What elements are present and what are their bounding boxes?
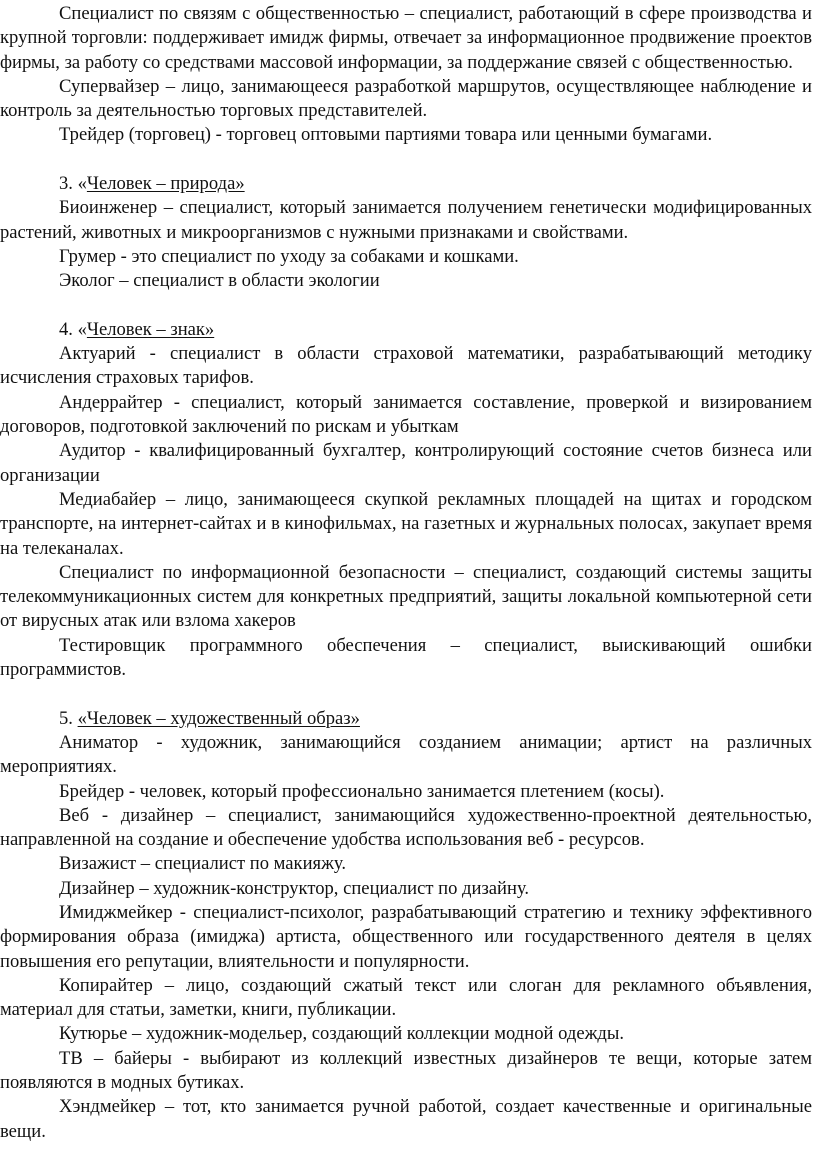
definition-image-maker: Имиджмейкер - специалист-психолог, разрабатывающий стратегию и технику эффективного формирования образа (имиджа) артиста, общественного или государственного деятеля в целях повышения его репутации, влиятельности и популярности.	[0, 901, 812, 972]
section-number: 3. «	[59, 173, 87, 195]
definition-supervisor: Супервайзер – лицо, занимающееся разработкой маршрутов, осуществляющее наблюдение и контроль за деятельностью торговых представителей.	[0, 75, 812, 122]
section-title: Человек – знак»	[86, 318, 215, 340]
definition-animator: Аниматор - художник, занимающийся созданием анимации; артист на различных мероприятиях.	[0, 731, 812, 778]
definition-trader: Трейдер (торговец) - торговец оптовыми партиями товара или ценными бумагами.	[59, 124, 713, 146]
definition-groomer: Грумер - это специалист по уходу за собаками и кошками.	[59, 245, 519, 267]
definition-tv-buyers: ТВ – байеры - выбирают из коллекций известных дизайнеров те вещи, которые затем появляются в модных бутиках.	[0, 1047, 812, 1094]
section-number: 4. «	[59, 318, 87, 340]
definition-media-buyer: Медиабайер – лицо, занимающееся скупкой рекламных площадей на щитах и городском транспорте, на интернет-сайтах и в кинофильмах, на газетных и журнальных полосах, закупает время на телеканалах.	[0, 488, 812, 559]
definition-actuary: Актуарий - специалист в области страховой математики, разрабатывающий методику исчисления страховых тарифов.	[0, 343, 812, 389]
definition-handmaker: Хэндмейкер – тот, кто занимается ручной работой, создает качественные и оригинальные вещи.	[0, 1096, 812, 1142]
definition-bioengineer: Биоинженер – специалист, который занимается получением генетически модифицированных растений, животных и микроорганизмов с нужными признаками и свойствами.	[0, 197, 812, 243]
definition-ecologist: Эколог – специалист в области экологии	[59, 270, 380, 292]
definition-underwriter: Андеррайтер - специалист, который занимается составление, проверкой и визированием договоров, подготовкой заключений по рискам и убыткам	[0, 391, 812, 438]
definition-pr-specialist: Специалист по связям с общественностью – специалист, работающий в сфере производства и крупной торговли: поддерживает имидж фирмы, отвечает за информационное продвижение проектов фирмы, за работу со средствами массовой информации, за поддержание связей с общественностью.	[0, 3, 812, 73]
definition-couturier: Кутюрье – художник-модельер, создающий коллекции модной одежды.	[59, 1023, 625, 1045]
section-heading-art	[0, 707, 812, 731]
definition-designer: Дизайнер – художник-конструктор, специалист по дизайну.	[59, 877, 530, 899]
definition-copywriter: Копирайтер – лицо, создающий сжатый текст или слоган для рекламного объявления, материал для статьи, заметки, книги, публикации.	[0, 974, 812, 1021]
definition-infosec-specialist: Специалист по информационной безопасности – специалист, создающий системы защиты телекоммуникационных систем для конкретных предприятий, защиты локальной компьютерной сети от вирусных атак или взлома хакеров	[0, 561, 812, 632]
section-number: 5.	[59, 707, 78, 729]
definition-makeup-artist: Визажист – специалист по макияжу.	[59, 853, 347, 875]
section-heading-sign	[0, 318, 812, 342]
definition-auditor: Аудитор - квалифицированный бухгалтер, контролирующий состояние счетов бизнеса или организации	[0, 440, 812, 486]
definition-braider: Брейдер - человек, который профессионально занимается плетением (косы).	[59, 780, 665, 802]
definition-software-tester: Тестировщик программного обеспечения – специалист, выискивающий ошибки программистов.	[0, 634, 812, 681]
section-title: «Человек – художественный образ»	[77, 707, 360, 729]
section-heading-nature	[0, 172, 812, 196]
section-title: Человек – природа»	[86, 173, 245, 195]
definition-web-designer: Веб - дизайнер – специалист, занимающийся художественно-проектной деятельностью, направленной на создание и обеспечение удобства использования веб - ресурсов.	[0, 804, 812, 851]
